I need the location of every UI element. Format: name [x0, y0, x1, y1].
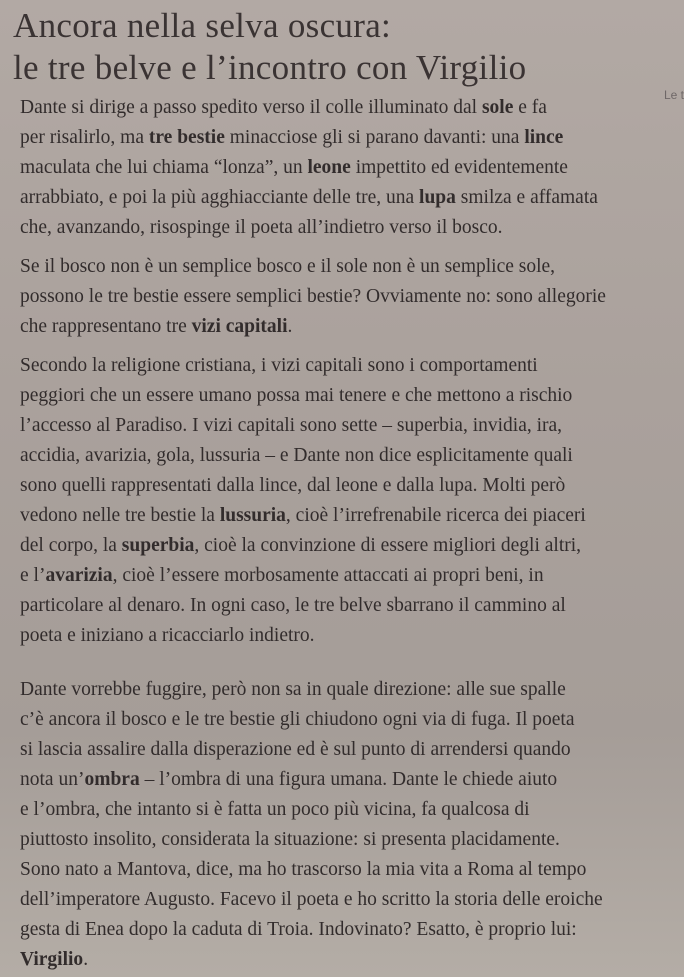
text-line	[20, 356, 538, 376]
text-span: .	[287, 316, 293, 337]
bold-term: superbia	[121, 535, 195, 556]
bold-term: Virgilio	[20, 949, 84, 970]
text-span: e l’ombra, che intanto si è fatta un poco più vicina, fa qualcosa di	[20, 799, 530, 820]
text-line	[20, 476, 565, 496]
text-line	[20, 416, 562, 436]
bold-term: tre bestie	[148, 127, 225, 148]
text-span: , cioè l’essere morbosamente attaccati ai propri beni, in	[112, 565, 544, 586]
text-span: sono quelli rappresentati dalla lince, dal leone e dalla lupa. Molti però	[20, 475, 566, 496]
text-line	[20, 680, 566, 700]
text-line	[20, 287, 606, 307]
text-span: , cioè la convinzione di essere migliori degli altri,	[194, 535, 582, 556]
text-span: smilza e affamata	[455, 187, 598, 208]
text-span: .	[83, 949, 89, 970]
text-line	[20, 950, 88, 970]
text-span: Dante vorrebbe fuggire, però non sa in quale direzione: alle sue spalle	[20, 679, 566, 700]
bold-term: lince	[524, 127, 564, 148]
text-span: piuttosto insolito, considerata la situazione: si presenta placidamente.	[20, 829, 560, 850]
text-span: minacciose gli si parano davanti: una	[224, 127, 525, 148]
text-line	[20, 770, 557, 790]
bold-term: leone	[307, 157, 351, 178]
text-line	[20, 536, 581, 556]
bold-term: vizi capitali	[191, 316, 288, 337]
text-span: per risalirlo, ma	[20, 127, 149, 148]
text-span: arrabbiato, e poi la più agghiacciante delle tre, una	[20, 187, 420, 208]
text-span: l’accesso al Paradiso. I vizi capitali sono sette – superbia, invidia, ira,	[20, 415, 563, 436]
text-line	[20, 830, 560, 850]
text-line	[20, 566, 544, 586]
text-line	[20, 158, 568, 178]
text-span: che rappresentano tre	[20, 316, 192, 337]
bold-term: lupa	[419, 187, 456, 208]
text-line	[20, 386, 572, 406]
text-span: maculata che lui chiama “lonza”, un	[20, 157, 308, 178]
text-span: possono le tre bestie essere semplici bestie? Ovviamente no: sono allegorie	[20, 286, 606, 307]
text-line	[20, 740, 571, 760]
text-line	[20, 626, 315, 646]
text-span: c’è ancora il bosco e le tre bestie gli chiudono ogni via di fuga. Il poeta	[20, 709, 575, 730]
text-line	[20, 506, 586, 526]
text-span: impettito ed evidentemente	[350, 157, 568, 178]
bold-term: ombra	[84, 769, 140, 790]
chapter-title-line-2: le tre belve e l’incontro con Virgilio	[13, 48, 527, 87]
text-span: nota un’	[20, 769, 85, 790]
text-line	[20, 218, 502, 238]
text-line	[20, 860, 586, 880]
text-span: peggiori che un essere umano possa mai tenere e che mettono a rischio	[20, 385, 573, 406]
text-span: accidia, avarizia, gola, lussuria – e Dante non dice esplicitamente quali	[20, 445, 573, 466]
bold-term: avarizia	[45, 565, 113, 586]
text-line	[20, 920, 577, 940]
text-span: si lascia assalire dalla disperazione ed è sul punto di arrendersi quando	[20, 739, 571, 760]
text-line	[20, 317, 292, 337]
text-span: e l’	[20, 565, 46, 586]
text-line	[20, 890, 603, 910]
bold-term: lussuria	[219, 505, 286, 526]
text-span: Secondo la religione cristiana, i vizi capitali sono i comportamenti	[20, 355, 538, 376]
text-span: – l’ombra di una figura umana. Dante le chiede aiuto	[139, 769, 558, 790]
text-line	[20, 98, 547, 118]
text-line	[20, 596, 566, 616]
text-span: gesta di Enea dopo la caduta di Troia. Indovinato? Esatto, è proprio lui:	[20, 919, 577, 940]
text-line	[20, 128, 563, 148]
text-span: che, avanzando, risospinge il poeta all’indietro verso il bosco.	[20, 217, 503, 238]
text-span: poeta e iniziano a ricacciarlo indietro.	[20, 625, 315, 646]
bold-term: sole	[481, 97, 514, 118]
text-span: e fa	[513, 97, 547, 118]
text-line	[20, 446, 573, 466]
text-span: vedono nelle tre bestie la	[20, 505, 220, 526]
text-line	[20, 188, 598, 208]
text-span: Sono nato a Mantova, dice, ma ho trascorso la mia vita a Roma al tempo	[20, 859, 587, 880]
text-span: , cioè l’irrefrenabile ricerca dei piaceri	[285, 505, 586, 526]
margin-note: Le t	[663, 88, 684, 102]
text-line	[20, 710, 574, 730]
text-line	[20, 800, 530, 820]
text-span: del corpo, la	[20, 535, 122, 556]
text-line	[20, 257, 555, 277]
text-span: Se il bosco non è un semplice bosco e il sole non è un semplice sole,	[20, 256, 556, 277]
text-span: particolare al denaro. In ogni caso, le tre belve sbarrano il cammino al	[20, 595, 566, 616]
chapter-title-line-1: Ancora nella selva oscura:	[13, 6, 392, 45]
text-span: Dante si dirige a passo spedito verso il colle illuminato dal	[20, 97, 482, 118]
text-span: dell’imperatore Augusto. Facevo il poeta e ho scritto la storia delle eroiche	[20, 889, 603, 910]
